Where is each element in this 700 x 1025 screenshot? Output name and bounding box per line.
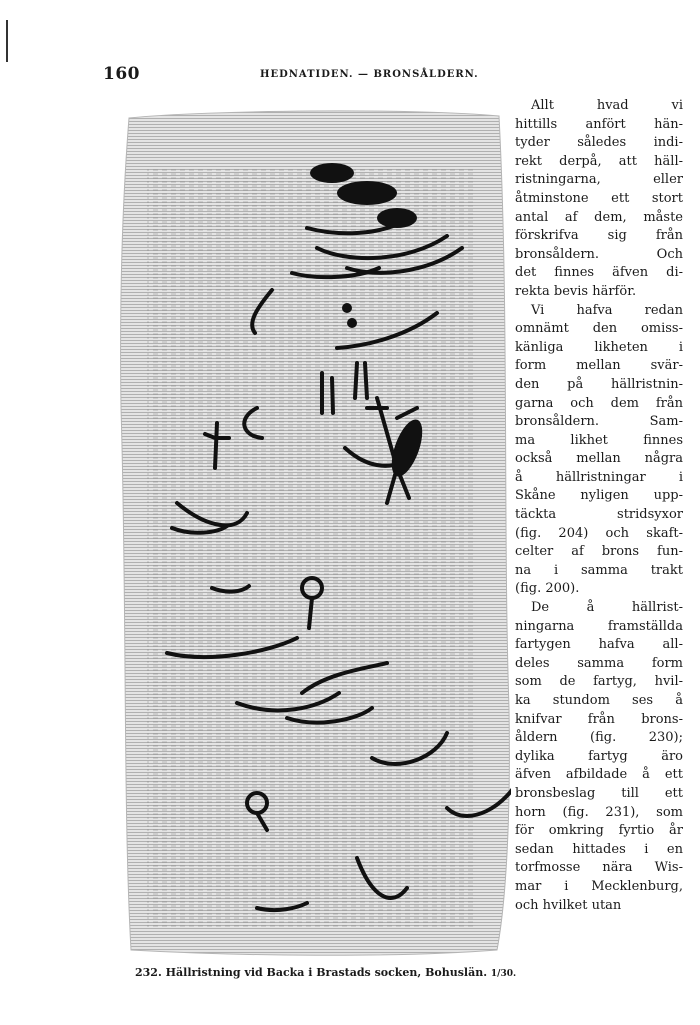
body-text-line: bronsåldern. Och [515, 246, 683, 262]
body-text-line: dylika fartyg äro [515, 748, 683, 764]
body-text-line: antal af dem, måste [515, 209, 683, 225]
body-text-line: den på hällristnin- [515, 376, 683, 392]
body-text-line: det finnes äfven di- [515, 265, 683, 281]
body-text-line: na i samma trakt [515, 562, 683, 578]
body-text-line: garna och dem från [515, 395, 683, 411]
body-text-line: bronsåldern. Sam- [515, 414, 683, 430]
carving-dot [347, 318, 357, 328]
body-text-line: sedan hittades i en [515, 841, 683, 857]
rock-texture [147, 168, 477, 928]
body-text-column [515, 97, 683, 915]
page-edge-mark [6, 20, 8, 62]
body-text-line: rekt derpå, att häll- [515, 153, 683, 169]
body-text-line: å hällristningar i [515, 469, 683, 485]
rock-carving-figure [117, 108, 511, 958]
body-text-line: fartygen hafva all- [515, 637, 683, 653]
running-head: HEDNATIDEN. — BRONSÅLDERN. [260, 69, 479, 80]
carving-dot [342, 303, 352, 313]
body-text-line: rekta bevis härför. [515, 283, 637, 299]
body-text-line: deles samma form [515, 655, 683, 671]
body-text-line: hittills anfört hän- [515, 116, 683, 132]
body-text-line: också mellan några [515, 451, 683, 467]
body-text-line: ristningarna, eller [515, 172, 683, 188]
body-text-line: Skåne nyligen upp- [515, 488, 683, 504]
body-text-line: ma likhet finnes [515, 432, 683, 448]
body-text-line: Vi hafva redan [531, 302, 683, 318]
body-text-line: form mellan svär- [515, 358, 683, 374]
body-text-line: De å hällrist- [531, 600, 683, 616]
body-text-line: för omkring fyrtio år [515, 823, 683, 839]
body-text-line: celter af brons fun- [515, 544, 683, 560]
body-text-line: känliga likheten i [515, 339, 683, 355]
page-number: 160 [103, 64, 140, 84]
body-text-line: tyder således indi- [515, 135, 683, 151]
body-text-line: (fig. 204) och skaft- [515, 525, 683, 541]
body-text-line: ka stundom ses å [515, 693, 683, 708]
body-text-line: horn (fig. 231), som [515, 804, 683, 820]
body-text-line: täckta stridsyxor [515, 507, 683, 523]
body-text-line: knifvar från brons- [515, 711, 683, 727]
carving-blot [337, 181, 397, 205]
figure-caption [135, 966, 515, 979]
rock-carving-illustration [117, 108, 511, 958]
body-text-line: torfmosse nära Wis- [515, 860, 683, 876]
caption-scale: 1/30. [490, 969, 517, 979]
body-text-line: åtminstone ett stort [515, 190, 683, 206]
body-text-line: förskrifva sig från [515, 228, 683, 244]
body-text-line: omnämt den omiss- [515, 321, 683, 337]
body-text-line: åldern (fig. 230); [515, 730, 683, 746]
body-text-line: mar i Mecklenburg, [515, 878, 683, 894]
carving-blot [310, 163, 354, 183]
body-text-line: och hvilket utan [515, 897, 622, 913]
body-text-line: ningarna framställda [515, 618, 683, 634]
body-text-line: som de fartyg, hvil- [515, 674, 683, 690]
caption-text: 232. Hällristning vid Backa i Brastads socken, Bohuslän. [135, 966, 488, 979]
body-text-line: bronsbeslag till ett [515, 785, 683, 801]
body-text-line: Allt hvad vi [531, 98, 683, 113]
carving-blot [377, 208, 417, 228]
body-text-line: äfven afbildade å ett [515, 767, 683, 783]
body-text-line: (fig. 200). [515, 581, 580, 597]
